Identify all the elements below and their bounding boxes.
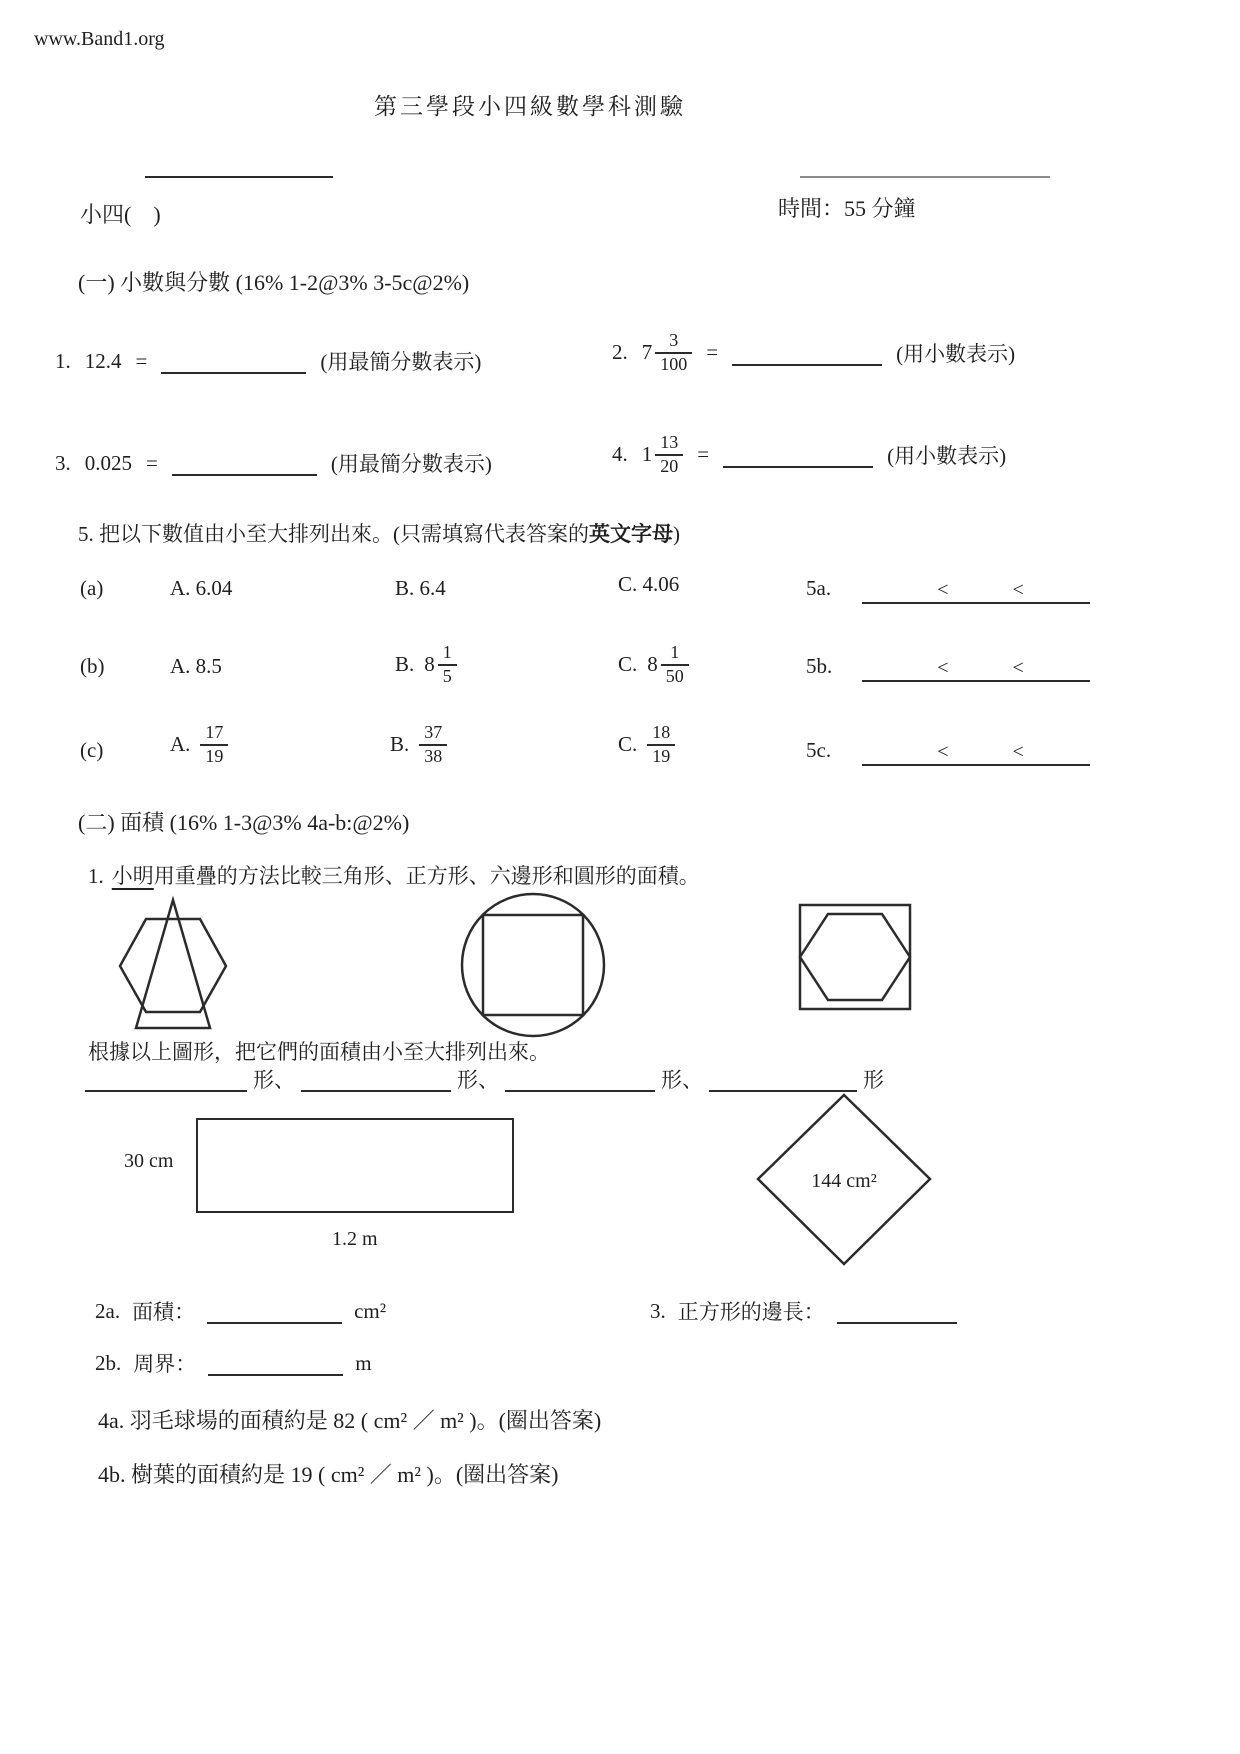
q5a-option-b: B. 6.4 bbox=[395, 576, 446, 600]
hexagon-outline bbox=[800, 914, 910, 1000]
q4-whole: 1 bbox=[641, 442, 653, 467]
figure-square-hexagon bbox=[798, 903, 912, 1011]
q2a-answer-blank[interactable] bbox=[207, 1298, 342, 1324]
less-than-symbol: < bbox=[937, 741, 949, 763]
class-label: 小四( ) bbox=[80, 202, 161, 227]
q5a-option-a: A. 6.04 bbox=[170, 576, 233, 600]
q5c-option-c bbox=[618, 722, 675, 767]
q5c-option-a-numerator: 17 bbox=[205, 722, 224, 742]
q4-denominator: 20 bbox=[655, 454, 683, 478]
q2b-unit: m bbox=[355, 1350, 372, 1375]
q1-equals-sign: = bbox=[135, 348, 148, 373]
section-1-heading: (一) 小數與分數 (16% 1-2@3% 3-5c@2%) bbox=[78, 270, 470, 295]
q2-equals-sign: = bbox=[706, 340, 719, 365]
q5c-option-b-fraction bbox=[419, 722, 447, 767]
q2a-number: 2a. bbox=[95, 1298, 121, 1323]
q5b-row bbox=[0, 638, 1240, 696]
q5b-option-c-whole: 8 bbox=[647, 652, 658, 677]
q5b-option-c-mixed bbox=[647, 642, 689, 687]
q5-text-post: ) bbox=[673, 522, 680, 546]
q4-fraction bbox=[655, 432, 683, 477]
q5c-row bbox=[0, 716, 1240, 780]
q5a-row bbox=[0, 572, 1240, 618]
q4-numerator: 13 bbox=[660, 432, 679, 452]
question-3-dec bbox=[55, 448, 492, 478]
figure-circle-square bbox=[452, 890, 614, 1042]
top-right-blank-line bbox=[800, 154, 1050, 178]
q3-side-label: 正方形的邊長： bbox=[677, 1300, 825, 1324]
q3-equals-sign: = bbox=[146, 450, 158, 475]
question-5-text bbox=[78, 518, 680, 548]
q2-denominator: 100 bbox=[655, 352, 692, 376]
q1-expression: 12.4 bbox=[84, 348, 122, 373]
q2b-number: 2b. bbox=[95, 1350, 122, 1375]
less-than-symbol: < bbox=[937, 657, 949, 679]
sec2-q1-rest: 用重疊的方法比較三角形、正方形、六邊形和圓形的面積。 bbox=[153, 864, 700, 888]
sec2-q1-number: 1. bbox=[88, 864, 104, 888]
rectangle-figure bbox=[196, 1118, 514, 1213]
q5b-answer-label: 5b. bbox=[806, 654, 833, 678]
q3-side-number: 3. bbox=[650, 1298, 666, 1323]
q3-expression: 0.025 bbox=[84, 450, 132, 475]
q5a-answer-label: 5a. bbox=[806, 576, 832, 600]
order-blank-3[interactable] bbox=[505, 1066, 655, 1092]
q2-mixed-number bbox=[642, 330, 693, 375]
q2-fraction bbox=[655, 330, 692, 375]
q5b-option-c-fraction bbox=[661, 642, 689, 687]
q5b-option-b bbox=[395, 642, 457, 687]
q4-answer-blank[interactable] bbox=[723, 442, 873, 468]
q4-mixed-number bbox=[642, 432, 684, 477]
square-outline bbox=[800, 905, 910, 1009]
q3-number: 3. bbox=[55, 450, 71, 475]
q5a-answer-blank[interactable] bbox=[862, 578, 1090, 604]
q5c-option-a bbox=[170, 722, 228, 767]
diamond-area-label: 144 cm² bbox=[811, 1170, 877, 1192]
shape-word-4: 形 bbox=[863, 1068, 884, 1092]
q5b-option-b-numerator: 1 bbox=[442, 642, 452, 662]
q2-numerator: 3 bbox=[669, 330, 679, 350]
q5c-answer-blank[interactable] bbox=[862, 740, 1090, 766]
time-label: 時間：55 分鐘 bbox=[778, 196, 916, 221]
q5b-option-c-letter: C. bbox=[618, 652, 638, 677]
q5b-option-b-mixed bbox=[424, 642, 457, 687]
square-outline bbox=[483, 915, 583, 1015]
less-than-symbol: < bbox=[1012, 657, 1024, 679]
q5c-option-b-letter: B. bbox=[390, 732, 410, 757]
q5b-answer-blank[interactable] bbox=[862, 656, 1090, 682]
q5c-option-a-letter: A. bbox=[170, 732, 191, 757]
question-4a-text: 4a. 羽毛球場的面積約是 82 ( cm² ／ m² )。(圈出答案) bbox=[98, 1408, 602, 1433]
q2-answer-blank[interactable] bbox=[732, 340, 882, 366]
less-than-symbol: < bbox=[937, 579, 949, 601]
shape-word-1: 形、 bbox=[253, 1068, 295, 1092]
q5a-label: (a) bbox=[80, 576, 104, 600]
q5b-label: (b) bbox=[80, 654, 105, 678]
q5b-option-b-fraction bbox=[438, 642, 457, 687]
q5b-option-a: A. 8.5 bbox=[170, 654, 222, 678]
q5c-option-c-fraction bbox=[647, 722, 675, 767]
q5b-option-b-letter: B. bbox=[395, 652, 415, 677]
q5-text-pre: 5. 把以下數值由小至大排列出來。(只需填寫代表答案的 bbox=[78, 522, 589, 546]
q5c-option-a-denominator: 19 bbox=[200, 744, 228, 768]
question-4b-text: 4b. 樹葉的面積約是 19 ( cm² ／ m² )。(圈出答案) bbox=[98, 1462, 559, 1487]
hexagon-outline bbox=[120, 919, 226, 1012]
question-2a bbox=[95, 1296, 386, 1326]
q4-equals-sign: = bbox=[697, 442, 710, 467]
less-than-symbol: < bbox=[1012, 579, 1024, 601]
q5c-label: (c) bbox=[80, 738, 104, 762]
q4-hint: (用小數表示) bbox=[887, 443, 1007, 468]
q5b-option-c-denominator: 50 bbox=[661, 664, 689, 688]
order-blank-2[interactable] bbox=[301, 1066, 451, 1092]
q5c-option-b-denominator: 38 bbox=[419, 744, 447, 768]
question-4 bbox=[612, 432, 1006, 477]
q1-number: 1. bbox=[55, 348, 71, 373]
rect-width-label: 1.2 m bbox=[332, 1228, 378, 1250]
order-blank-1[interactable] bbox=[85, 1066, 247, 1092]
q2b-answer-blank[interactable] bbox=[208, 1350, 343, 1376]
q1-answer-blank[interactable] bbox=[161, 348, 306, 374]
q5c-option-b bbox=[390, 722, 447, 767]
q5b-option-b-denominator: 5 bbox=[438, 664, 457, 688]
q2b-label: 周界： bbox=[133, 1352, 197, 1376]
q5c-option-a-fraction bbox=[200, 722, 228, 767]
order-instruction-text: 根據以上圖形，把它們的面積由小至大排列出來。 bbox=[88, 1040, 550, 1064]
question-2b bbox=[95, 1348, 372, 1378]
rect-height-label: 30 cm bbox=[124, 1150, 174, 1172]
q5c-answer-label: 5c. bbox=[806, 738, 832, 762]
question-2 bbox=[612, 330, 1015, 375]
q2a-label: 面積： bbox=[132, 1300, 196, 1324]
sec2-question-1-text bbox=[88, 860, 700, 890]
figure-hexagon-triangle bbox=[112, 894, 234, 1034]
q5-text-bold: 英文字母 bbox=[589, 522, 673, 546]
q5c-option-c-denominator: 19 bbox=[647, 744, 675, 768]
q3-side-answer-blank[interactable] bbox=[837, 1298, 957, 1324]
q4-number: 4. bbox=[612, 442, 628, 467]
q5c-option-c-numerator: 18 bbox=[652, 722, 671, 742]
page-title: 第三學段小四級數學科測驗 bbox=[374, 94, 686, 119]
q5a-option-c: C. 4.06 bbox=[618, 572, 680, 596]
q3-answer-blank[interactable] bbox=[172, 450, 317, 476]
sec2-q1-name: 小明 bbox=[111, 864, 154, 888]
q1-hint: (用最簡分數表示) bbox=[320, 350, 482, 374]
question-1 bbox=[55, 346, 481, 376]
q5b-option-c-numerator: 1 bbox=[670, 642, 680, 662]
shape-order-row bbox=[85, 1064, 884, 1094]
section-2-heading: (二) 面積 (16% 1-3@3% 4a-b:@2%) bbox=[78, 810, 410, 835]
q2-whole: 7 bbox=[641, 340, 653, 365]
q2a-unit: cm² bbox=[354, 1298, 387, 1323]
name-blank-line[interactable] bbox=[145, 152, 333, 178]
q5c-option-b-numerator: 37 bbox=[424, 722, 443, 742]
q2-number: 2. bbox=[612, 340, 628, 365]
order-blank-4[interactable] bbox=[709, 1066, 857, 1092]
site-watermark: www.Band1.org bbox=[34, 28, 165, 50]
q5b-option-c bbox=[618, 642, 689, 687]
q5c-option-c-letter: C. bbox=[618, 732, 638, 757]
q2-hint: (用小數表示) bbox=[896, 341, 1016, 366]
shape-word-3: 形、 bbox=[661, 1068, 703, 1092]
shape-word-2: 形、 bbox=[457, 1068, 499, 1092]
less-than-symbol: < bbox=[1012, 741, 1024, 763]
q3-hint: (用最簡分數表示) bbox=[330, 452, 492, 476]
q5b-option-b-whole: 8 bbox=[424, 652, 435, 677]
question-3-side bbox=[650, 1296, 957, 1326]
diamond-figure bbox=[755, 1092, 933, 1267]
